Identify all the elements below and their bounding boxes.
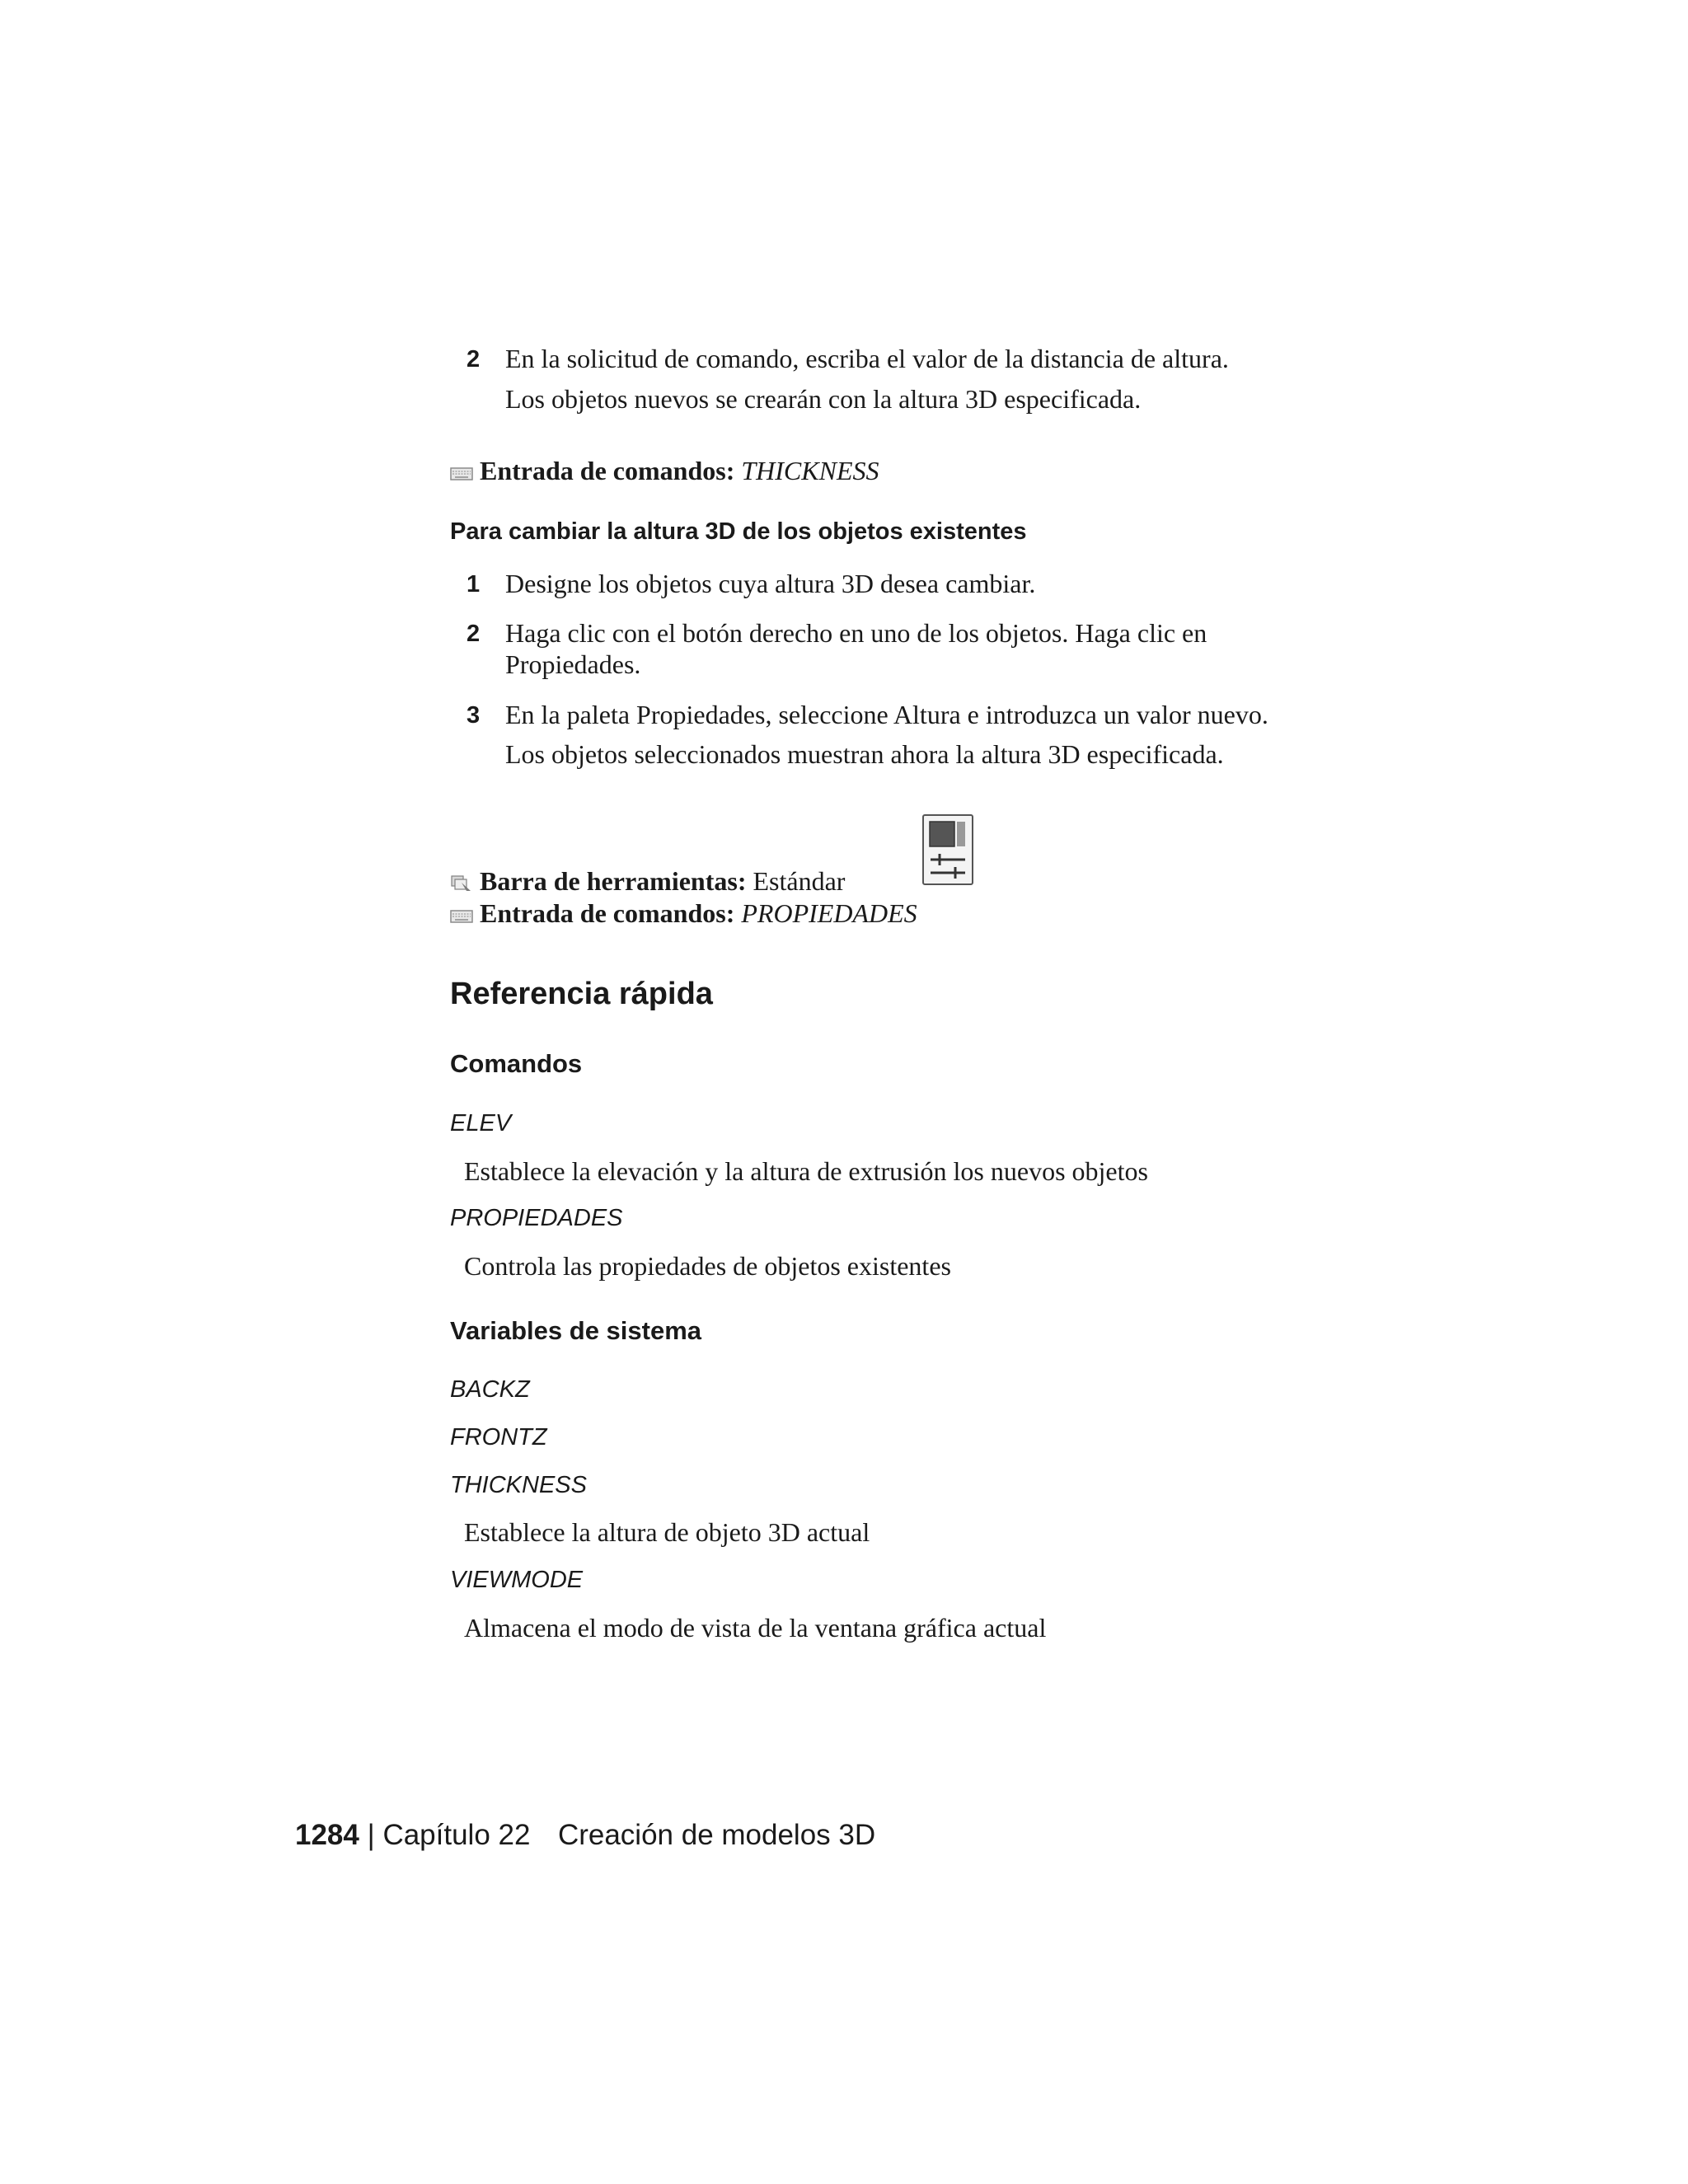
chapter-label: Capítulo 22	[382, 1819, 531, 1851]
page-number: 1284	[295, 1819, 359, 1851]
procedure-title: Para cambiar la altura 3D de los objetos existentes	[450, 518, 1027, 545]
toolbar-entry	[450, 866, 845, 899]
command-entry-label: Entrada de comandos:	[480, 898, 735, 928]
step-number: 2	[467, 621, 481, 647]
command-entry-value: THICKNESS	[741, 456, 879, 485]
properties-icon	[922, 814, 973, 889]
step-text-continued: Propiedades.	[505, 649, 641, 679]
command-entry-value: PROPIEDADES	[741, 898, 917, 928]
command-entry-propiedades	[450, 898, 917, 931]
sysvar-description: Establece la altura de objeto 3D actual	[464, 1517, 870, 1547]
keyboard-icon	[450, 901, 473, 931]
step-text: Haga clic con el botón derecho en uno de los objetos. Haga clic en	[505, 618, 1207, 648]
step-number: 1	[467, 571, 481, 598]
command-entry-thickness	[450, 456, 879, 489]
step-result: Los objetos seleccionados muestran ahora la altura 3D especificada.	[505, 739, 1224, 769]
step-text: En la solicitud de comando, escriba el valor de la distancia de altura.	[505, 344, 1229, 373]
command-name: ELEV	[450, 1110, 512, 1137]
toolbar-icon	[450, 869, 473, 899]
step-number: 3	[467, 702, 481, 729]
step-number: 2	[467, 346, 481, 373]
step-text: Designe los objetos cuya altura 3D desea cambiar.	[505, 569, 1036, 598]
sysvar-name: FRONTZ	[450, 1424, 547, 1451]
command-description: Establece la elevación y la altura de extrusión los nuevos objetos	[464, 1156, 1148, 1186]
sysvar-description: Almacena el modo de vista de la ventana gráfica actual	[464, 1613, 1047, 1643]
sysvar-name: VIEWMODE	[450, 1567, 584, 1593]
command-entry-label: Entrada de comandos:	[480, 456, 735, 485]
footer-separator: |	[367, 1819, 375, 1851]
section-title: Referencia rápida	[450, 977, 713, 1011]
command-description: Controla las propiedades de objetos existentes	[464, 1251, 951, 1281]
sysvar-name: BACKZ	[450, 1376, 530, 1403]
toolbar-entry-label: Barra de herramientas:	[480, 866, 747, 896]
step-result: Los objetos nuevos se crearán con la altura 3D especificada.	[505, 384, 1142, 414]
toolbar-entry-value: Estándar	[753, 866, 846, 896]
keyboard-icon	[450, 458, 473, 489]
page-footer	[295, 1819, 875, 1852]
chapter-title: Creación de modelos 3D	[557, 1819, 876, 1851]
commands-heading: Comandos	[450, 1049, 583, 1078]
sysvar-name: THICKNESS	[450, 1472, 587, 1498]
sysvars-heading: Variables de sistema	[450, 1316, 702, 1345]
command-name: PROPIEDADES	[450, 1205, 623, 1231]
step-text: En la paleta Propiedades, seleccione Altura e introduzca un valor nuevo.	[505, 700, 1268, 729]
